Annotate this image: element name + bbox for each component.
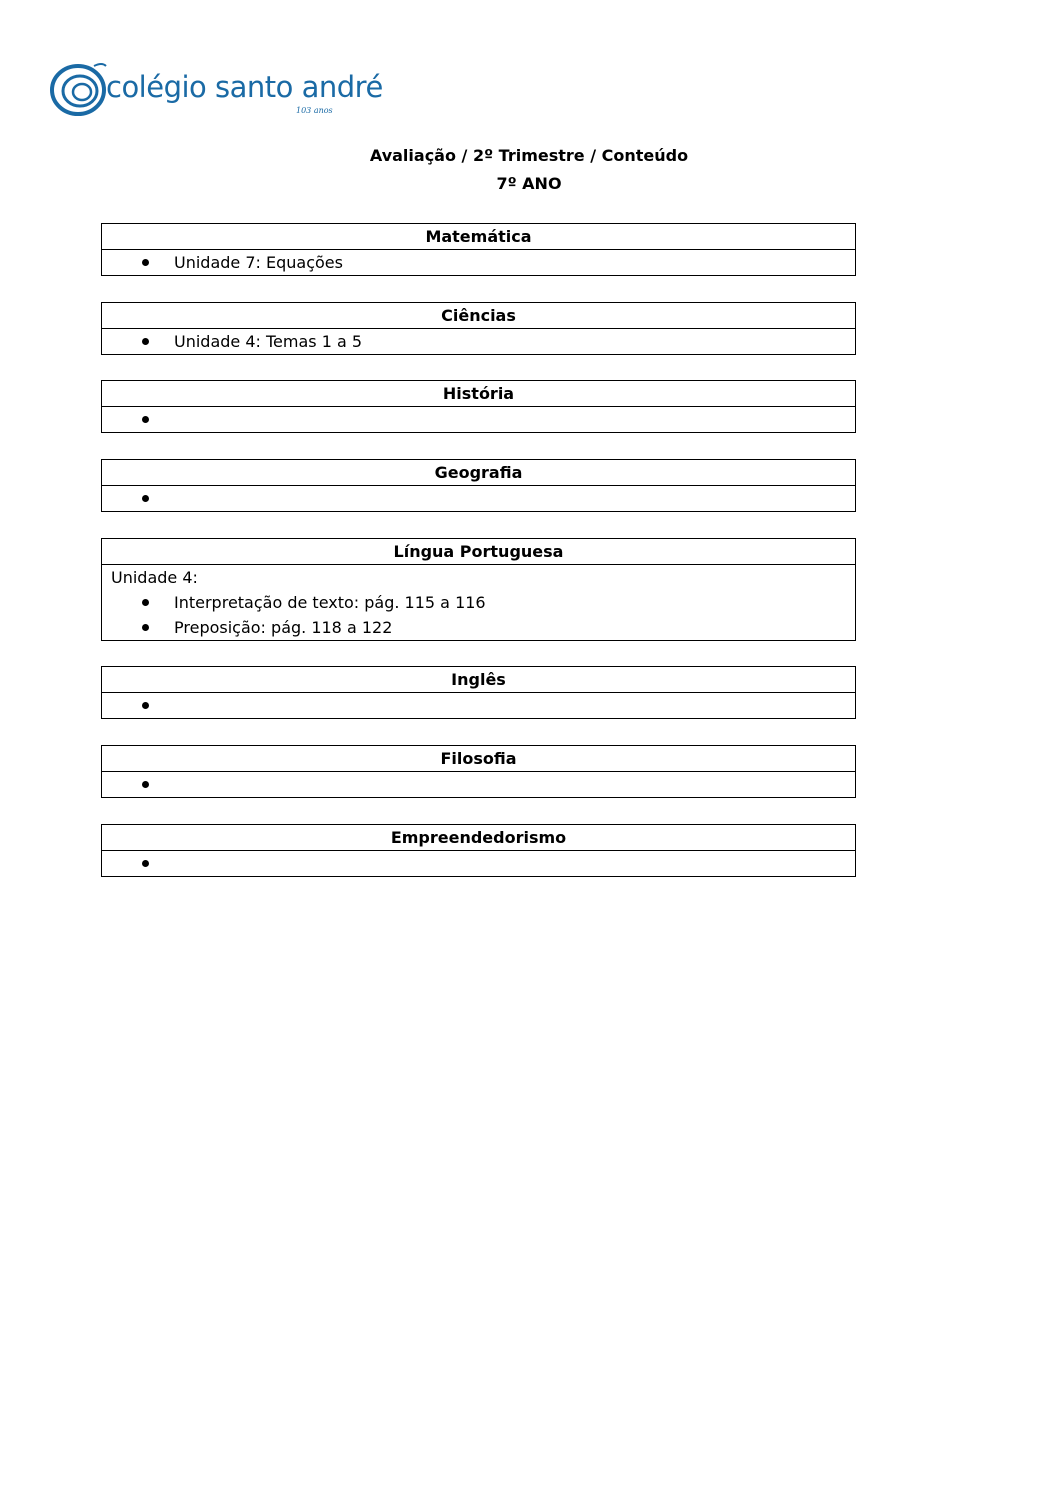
bullet-icon bbox=[142, 338, 149, 345]
list-item bbox=[102, 486, 855, 511]
subject-title: Empreendedorismo bbox=[102, 825, 855, 851]
list-item-text: Unidade 4: Temas 1 a 5 bbox=[174, 332, 363, 351]
page-title: Avaliação / 2º Trimestre / Conteúdo bbox=[369, 146, 689, 165]
bullet-icon bbox=[142, 416, 149, 423]
logo-swirl-icon bbox=[50, 58, 110, 120]
list-item-text: Unidade 7: Equações bbox=[174, 253, 343, 272]
subject-title: Filosofia bbox=[102, 746, 855, 772]
subject-box-matematica bbox=[101, 223, 856, 276]
list-item bbox=[102, 250, 855, 275]
list-item bbox=[102, 590, 855, 615]
bullet-icon bbox=[142, 495, 149, 502]
list-item bbox=[102, 851, 855, 876]
list-item bbox=[102, 407, 855, 432]
subject-title: História bbox=[102, 381, 855, 407]
list-item bbox=[102, 329, 855, 354]
bullet-icon bbox=[142, 259, 149, 266]
list-item-text: Interpretação de texto: pág. 115 a 116 bbox=[174, 593, 486, 612]
unit-intro: Unidade 4: bbox=[111, 568, 198, 587]
subject-box-filosofia bbox=[101, 745, 856, 798]
school-logo bbox=[50, 58, 383, 120]
subject-box-empreendedorismo bbox=[101, 824, 856, 877]
subject-box-ciencias bbox=[101, 302, 856, 355]
list-item bbox=[102, 615, 855, 640]
bullet-icon bbox=[142, 599, 149, 606]
bullet-icon bbox=[142, 860, 149, 867]
grade-title: 7º ANO bbox=[496, 174, 562, 193]
subject-title: Língua Portuguesa bbox=[102, 539, 855, 565]
list-item bbox=[102, 693, 855, 718]
subject-title: Matemática bbox=[102, 224, 855, 250]
subject-title: Ciências bbox=[102, 303, 855, 329]
logo-subtext: 103 anos bbox=[296, 106, 333, 115]
bullet-icon bbox=[142, 781, 149, 788]
bullet-icon bbox=[142, 702, 149, 709]
subject-box-ingles bbox=[101, 666, 856, 719]
list-item bbox=[102, 772, 855, 797]
subject-title: Geografia bbox=[102, 460, 855, 486]
logo-text: colégio santo andré bbox=[106, 70, 383, 104]
subject-box-lingua-portuguesa bbox=[101, 538, 856, 641]
subject-box-geografia bbox=[101, 459, 856, 512]
bullet-icon bbox=[142, 624, 149, 631]
list-item-text: Preposição: pág. 118 a 122 bbox=[174, 618, 393, 637]
subject-box-historia bbox=[101, 380, 856, 433]
subject-title: Inglês bbox=[102, 667, 855, 693]
